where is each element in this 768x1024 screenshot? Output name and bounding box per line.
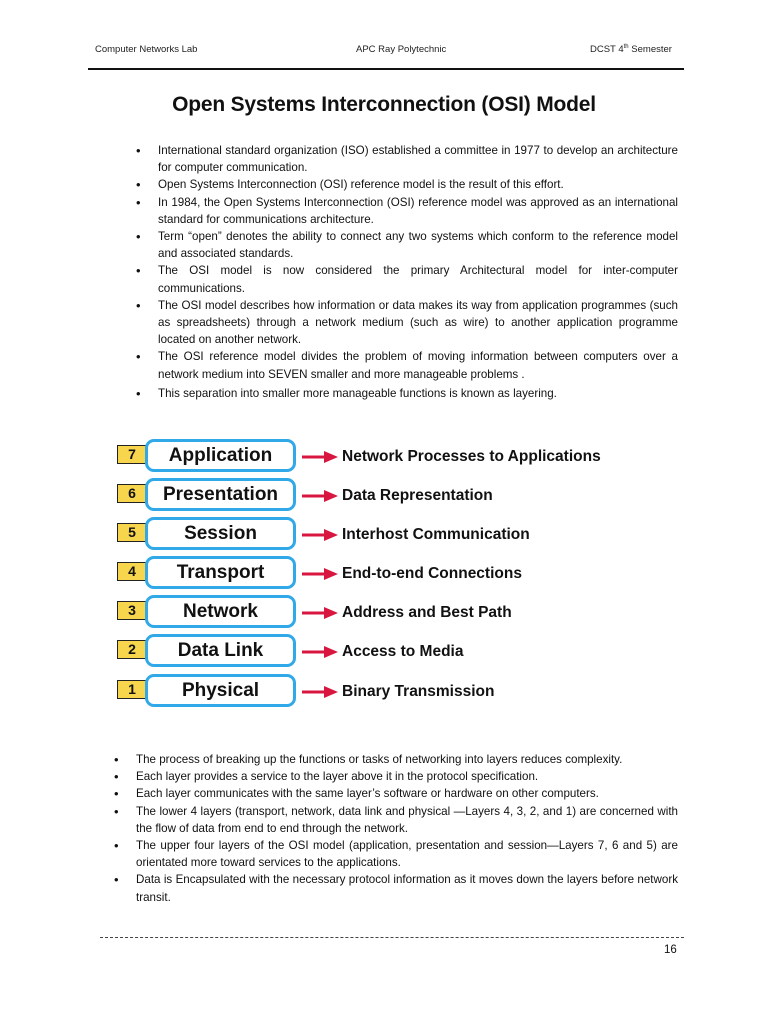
list-item: • The OSI model describes how information or data makes its way from application programmes (such as spreadsheets) through a network medium (such as wire) to another application programme located on another network. xyxy=(136,297,678,349)
layer-number-badge: 5 xyxy=(117,523,147,542)
layer-box-physical: Physical xyxy=(145,674,296,707)
layer-box-transport: Transport xyxy=(145,556,296,589)
layer-description: Interhost Communication xyxy=(342,526,530,543)
layer-number-badge: 1 xyxy=(117,680,147,699)
layer-description: Network Processes to Applications xyxy=(342,448,601,465)
layer-box-presentation: Presentation xyxy=(145,478,296,511)
arrow-right-icon xyxy=(302,645,338,659)
header-course: Computer Networks Lab xyxy=(95,44,198,55)
footer-dashed-rule xyxy=(100,937,684,938)
layer-box-network: Network xyxy=(145,595,296,628)
layer-description: Data Representation xyxy=(342,487,493,504)
list-item: • International standard organization (ISO) established a committee in 1977 to develop an architecture for computer communication. xyxy=(136,142,678,176)
arrow-right-icon xyxy=(302,489,338,503)
list-item: • The process of breaking up the functions or tasks of networking into layers reduces complexity. xyxy=(114,751,678,768)
arrow-right-icon xyxy=(302,528,338,542)
list-item: • This separation into smaller more manageable functions is known as layering. xyxy=(136,385,678,402)
page-title: Open Systems Interconnection (OSI) Model xyxy=(172,93,596,116)
layer-number-badge: 7 xyxy=(117,445,147,464)
layer-box-session: Session xyxy=(145,517,296,550)
page-number: 16 xyxy=(664,944,677,956)
list-item: • The upper four layers of the OSI model (application, presentation and session—Layers 7, 6 and 5) are orientated more toward services to the applications. xyxy=(114,837,678,871)
list-item: • The OSI model is now considered the primary Architectural model for inter-computer communications. xyxy=(136,262,678,296)
layer-box-application: Application xyxy=(145,439,296,472)
arrow-right-icon xyxy=(302,450,338,464)
layer-number-badge: 2 xyxy=(117,640,147,659)
list-item: • Term “open” denotes the ability to connect any two systems which conform to the reference model and associated standards. xyxy=(136,228,678,262)
list-item: • Data is Encapsulated with the necessary protocol information as it moves down the layers before network transit. xyxy=(114,871,678,905)
arrow-right-icon xyxy=(302,685,338,699)
arrow-right-icon xyxy=(302,606,338,620)
intro-bullet-list xyxy=(136,142,678,402)
summary-bullet-list xyxy=(114,751,678,906)
list-item: • Open Systems Interconnection (OSI) reference model is the result of this effort. xyxy=(136,176,678,193)
list-item: • The OSI reference model divides the problem of moving information between computers over a network medium into SEVEN smaller and more manageable problems . xyxy=(136,348,678,382)
arrow-right-icon xyxy=(302,567,338,581)
layer-number-badge: 4 xyxy=(117,562,147,581)
layer-number-badge: 6 xyxy=(117,484,147,503)
layer-box-data-link: Data Link xyxy=(145,634,296,667)
layer-description: Access to Media xyxy=(342,643,464,660)
list-item: • The lower 4 layers (transport, network, data link and physical —Layers 4, 3, 2, and 1) are concerned with the flow of data from end to end through the network. xyxy=(114,803,678,837)
layer-number-badge: 3 xyxy=(117,601,147,620)
list-item: • Each layer communicates with the same layer’s software or hardware on other computers. xyxy=(114,785,678,802)
layer-description: Binary Transmission xyxy=(342,683,495,700)
header-rule xyxy=(88,68,684,70)
layer-description: End-to-end Connections xyxy=(342,565,522,582)
list-item: • Each layer provides a service to the layer above it in the protocol specification. xyxy=(114,768,678,785)
list-item: • In 1984, the Open Systems Interconnection (OSI) reference model was approved as an international standard for communications architecture. xyxy=(136,194,678,228)
header-semester: DCST 4th Semester xyxy=(590,44,672,56)
layer-description: Address and Best Path xyxy=(342,604,512,621)
header-institution: APC Ray Polytechnic xyxy=(356,44,447,55)
